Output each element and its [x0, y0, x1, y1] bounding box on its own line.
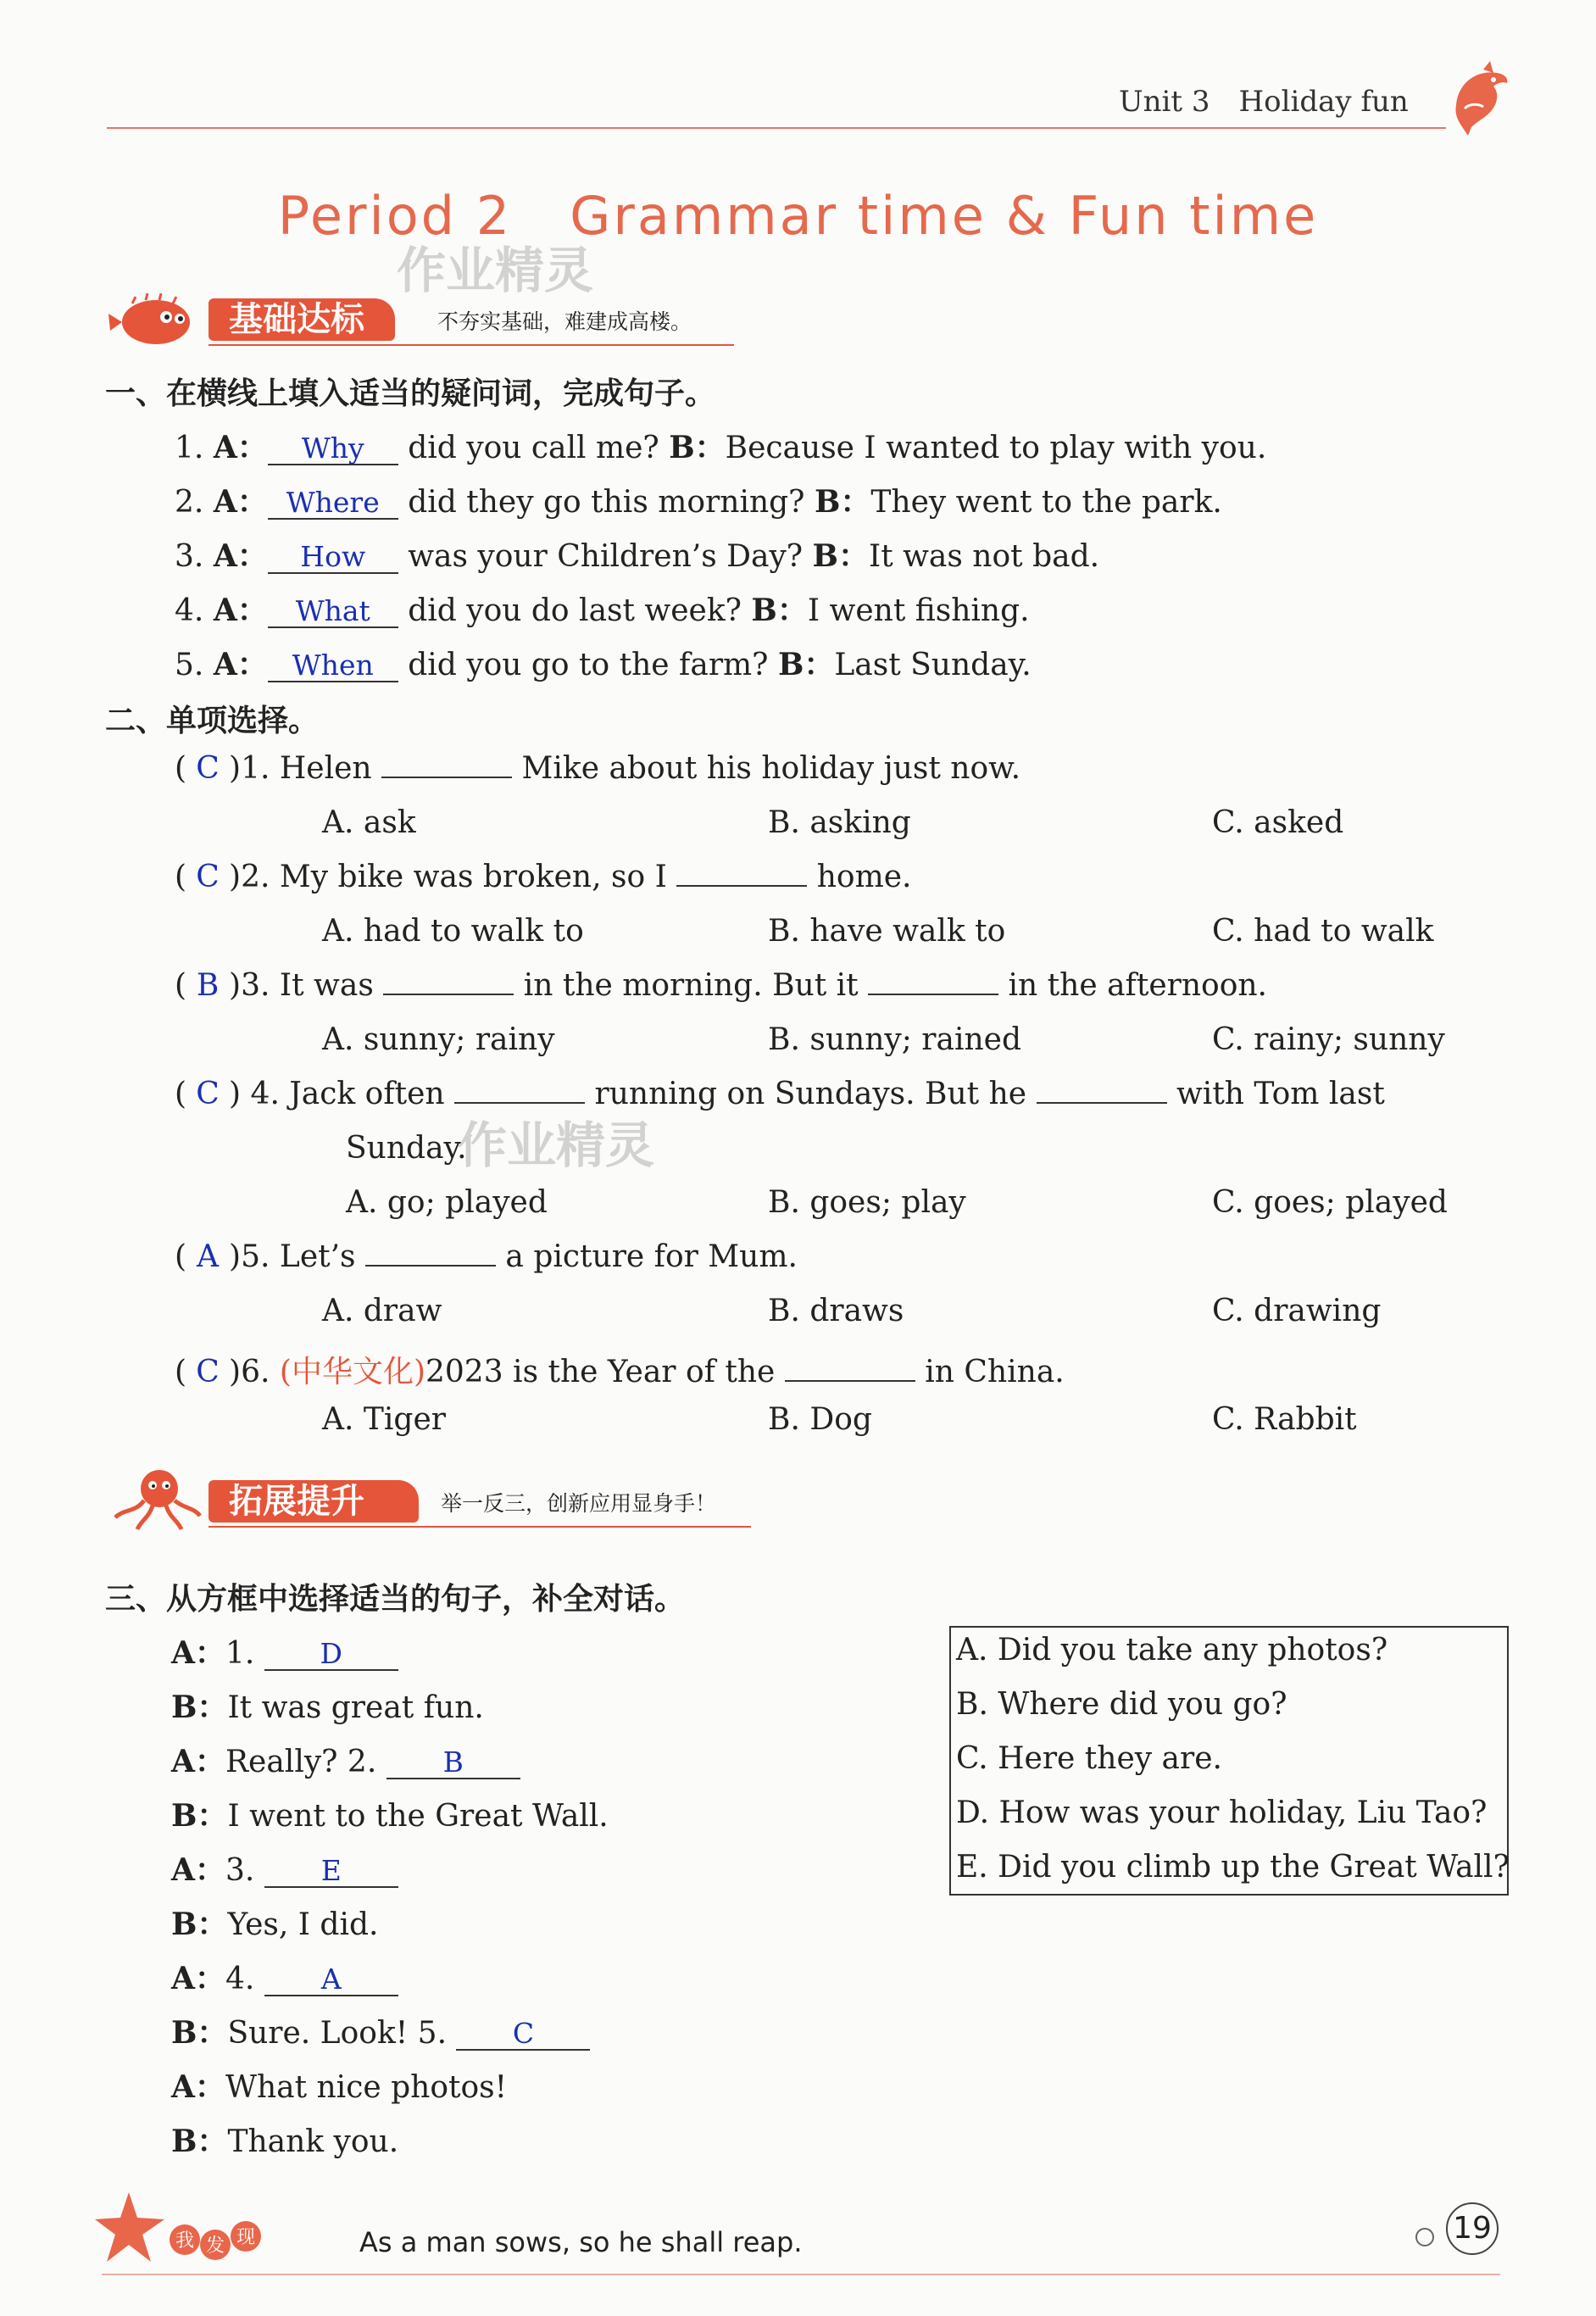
- option-b[interactable]: B. draws: [768, 1294, 904, 1328]
- question-blank: [454, 1102, 585, 1104]
- running-header: [1119, 85, 1438, 119]
- badge-char: 发: [205, 2235, 225, 2257]
- question-blank: [1037, 1102, 1167, 1104]
- question-blank: [785, 1380, 915, 1382]
- dialogue-line: B：Sure. Look! 5. C: [171, 2009, 590, 2052]
- mc-answer[interactable]: C: [196, 860, 220, 894]
- part2-heading: 二、单项选择。: [105, 704, 320, 738]
- option-c[interactable]: C. asked: [1212, 805, 1344, 840]
- banner-extension-underline: [209, 1526, 751, 1528]
- badge-char: 现: [236, 2227, 256, 2248]
- mc-answer[interactable]: B: [196, 968, 220, 1003]
- dialogue-line: A：3. E: [171, 1846, 398, 1890]
- question-blank: [868, 994, 998, 995]
- option-b[interactable]: B. Dog: [768, 1402, 872, 1437]
- option-a[interactable]: A. go; played: [346, 1185, 548, 1220]
- part1-item-4: 4. A： What did you do last week? B：I went fishing.: [175, 593, 1030, 628]
- part1-item-3: 3. A： How was your Children’s Day? B：It was not bad.: [175, 538, 1100, 574]
- mc-question-2: ( C )2. My bike was broken, so I home.: [175, 860, 912, 894]
- part1-item-2: 2. A： Where did they go this morning? B：They went to the park.: [175, 484, 1222, 520]
- mc-question-1: ( C )1. Helen Mike about his holiday just now.: [175, 751, 1021, 786]
- topic-label: Holiday fun: [1238, 85, 1409, 119]
- mc-answer[interactable]: C: [196, 1077, 220, 1111]
- box-option-b[interactable]: B. Where did you go?: [956, 1687, 1287, 1722]
- part3-heading: 三、从方框中选择适当的句子，补全对话。: [105, 1582, 686, 1617]
- option-a[interactable]: A. draw: [322, 1294, 442, 1328]
- page-title: Period 2 Grammar time & Fun time: [277, 185, 1319, 247]
- option-a[interactable]: A. sunny; rainy: [322, 1022, 555, 1057]
- dialogue-line: A：1. D: [171, 1629, 398, 1673]
- answer-blank[interactable]: What: [268, 596, 398, 628]
- box-option-d[interactable]: D. How was your holiday, Liu Tao?: [956, 1795, 1488, 1830]
- box-option-e[interactable]: E. Did you climb up the Great Wall?: [956, 1850, 1510, 1885]
- starfish-badge: [95, 2189, 281, 2270]
- answer-blank[interactable]: B: [386, 1747, 520, 1779]
- mc-answer[interactable]: C: [196, 1355, 220, 1389]
- header-rule: [107, 127, 1446, 129]
- octopus-icon: [107, 1467, 205, 1533]
- question-blank: [383, 994, 514, 995]
- dialogue-line: B：I went to the Great Wall.: [171, 1798, 609, 1834]
- page-number: 19: [1446, 2202, 1499, 2255]
- page-dot: [1415, 2228, 1434, 2246]
- option-c[interactable]: C. goes; played: [1212, 1185, 1448, 1220]
- banner-extension-tip: 举一反三，创新应用显身手！: [441, 1491, 717, 1516]
- banner-basics-underline: [209, 344, 734, 346]
- watermark: 作业精灵: [458, 1116, 655, 1174]
- mc-question-3: ( B )3. It was in the morning. But it in the afternoon.: [175, 968, 1268, 1003]
- footer-rule: [102, 2274, 1500, 2275]
- answer-blank[interactable]: Where: [268, 487, 398, 520]
- option-a[interactable]: A. Tiger: [322, 1402, 446, 1437]
- box-option-a[interactable]: A. Did you take any photos?: [956, 1633, 1388, 1667]
- part1-item-5: 5. A： When did you go to the farm? B：Last Sunday.: [175, 647, 1032, 682]
- mc-question-5: ( A )5. Let’s a picture for Mum.: [175, 1239, 798, 1274]
- option-c[interactable]: C. drawing: [1212, 1294, 1382, 1328]
- answer-blank[interactable]: How: [268, 542, 398, 574]
- watermark: 作业精灵: [397, 242, 594, 299]
- answer-blank[interactable]: When: [268, 650, 398, 682]
- mc-question-6: ( C )6. (中华文化)2023 is the Year of the in China.: [175, 1355, 1065, 1389]
- option-c[interactable]: C. Rabbit: [1212, 1402, 1357, 1437]
- dialogue-line: A：Really? 2. B: [171, 1738, 520, 1781]
- badge-char: 我: [175, 2230, 195, 2252]
- box-option-c[interactable]: C. Here they are.: [956, 1741, 1222, 1776]
- answer-blank[interactable]: E: [264, 1856, 398, 1888]
- banner-basics-tip: 不夯实基础，难建成高楼。: [437, 309, 692, 334]
- question-blank: [365, 1265, 496, 1267]
- dialogue-line: B：It was great fun.: [171, 1690, 484, 1725]
- mc-question-4-cont: Sunday.: [346, 1131, 467, 1166]
- question-blank: [381, 777, 512, 778]
- answer-blank[interactable]: A: [264, 1964, 398, 1996]
- mc-question-4: ( C ) 4. Jack often running on Sundays. But he with Tom last: [175, 1077, 1385, 1111]
- option-b[interactable]: B. have walk to: [768, 914, 1006, 949]
- option-b[interactable]: B. goes; play: [768, 1185, 966, 1220]
- pufferfish-icon: [107, 293, 205, 348]
- answer-blank[interactable]: C: [456, 2018, 590, 2051]
- footer-quote: As a man sows, so he shall reap.: [359, 2226, 803, 2258]
- banner-basics-label: 基础达标: [209, 298, 395, 341]
- mc-answer[interactable]: A: [197, 1239, 220, 1274]
- option-a[interactable]: A. had to walk to: [322, 914, 584, 949]
- option-b[interactable]: B. sunny; rained: [768, 1022, 1022, 1057]
- option-c[interactable]: C. had to walk: [1212, 914, 1434, 949]
- options-box: [949, 1626, 1509, 1896]
- part1-item-1: 1. A： Why did you call me? B：Because I wanted to play with you.: [175, 430, 1267, 465]
- option-a[interactable]: A. ask: [322, 805, 416, 840]
- option-c[interactable]: C. rainy; sunny: [1212, 1022, 1445, 1057]
- banner-extension: [107, 1475, 768, 1524]
- dialogue-line: A：4. A: [171, 1955, 398, 1998]
- mc-answer[interactable]: C: [196, 751, 220, 786]
- answer-blank[interactable]: D: [264, 1639, 398, 1671]
- question-blank: [676, 885, 807, 887]
- part1-heading: 一、在横线上填入适当的疑问词，完成句子。: [105, 376, 716, 411]
- dialogue-line: B：Yes, I did.: [171, 1907, 379, 1942]
- dialogue-line: A：What nice photos!: [171, 2069, 508, 2105]
- culture-tag: (中华文化): [279, 1355, 425, 1389]
- unit-label: Unit 3: [1119, 85, 1210, 119]
- banner-basics: [107, 293, 734, 342]
- option-b[interactable]: B. asking: [768, 805, 911, 840]
- dialogue-line: B：Thank you.: [171, 2124, 399, 2159]
- banner-extension-label: 拓展提升: [209, 1480, 419, 1523]
- dolphin-icon: [1449, 61, 1510, 137]
- answer-blank[interactable]: Why: [268, 433, 398, 465]
